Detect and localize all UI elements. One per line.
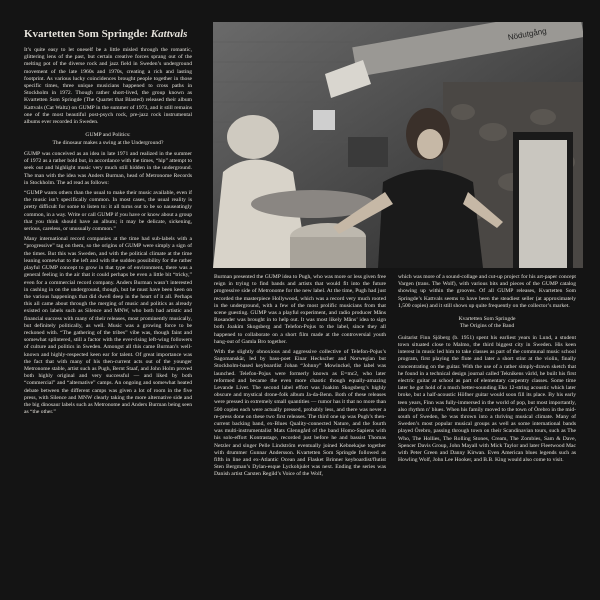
gump-paragraph: GUMP was conceived as an idea in late 1971 and realized in the summer of 1972 as a rather bold but, in accordance with the times, “hip” attempt to seek out and highlight music very much still hidden in the underground. The man with the idea was Anders Burman, head of Metronome Records in Stockholm. The ad read as follows: <box>24 151 192 186</box>
intro-paragraph: It’s quite easy to let oneself be a little misled through the romantic, glittering lens of the past, but certain creative forces sprang out of the melting pot of the diverse rock and jazz field in Sweden’s underground movement of the late 1960s and 1970s, creating a rich and lasting footprint. As various lucky coincidences brought people together in those specific times, three unique musicians happened to cross paths in Stockholm in 1972. Though rather short-lived, the group known as Kvartetten Som Springde (The Quartet that Blasted) released their album Kattvals (Cat Waltz) on GUMP in the summer of 1973, and it still remains one of the most beautiful post-psych rock, pre-jazz rock instrumental albums ever recorded in Sweden. <box>24 47 192 126</box>
section-title: GUMP and Politics: <box>85 132 131 139</box>
section-heading-gump <box>24 132 192 147</box>
column-1 <box>24 28 192 419</box>
label-releases-paragraph: With the slightly obnoxious and aggressive collective of Telefon-Pojus’s Sagomanskär, led by bass-poet Einar Heckscher and Norwegian but Stockholm-based keyboardist Johan “Johnny” Mowinckel, the label was launched. Telefon-Pojus were formerly known as E=mc2, who later reformed and became the even more chaotic though equally-amazing Levande Livet. The second label effort was Joakim Skogsberg’s highly obscure and mystical drone-folk album Ja-da-Benn. Both of these releases were pressed in extremely small quantities — rumor has it that no more than 500 copies each were actually pressed, probably less, and there was never a re-press done on these two first releases. The third one up was Pugh’s then-current backing band, ex-Blues Quality-connected Nature, and the fourth was multi-instrumentalist Mats Glenngård of the band Homo-Sapiens with his solo-effort Kontrastage, recorded just before he and bassist Thomas Netzler and singer Pelle Lindström eventually joined Kebnekajse together with drummer Gunnar Andersson. Kvartetten Som Springde followed as fifth in line and ex-Atlantic Ocean and Flasket Brinner keyboardist/flutist Sten Bergman’s Dylan-esque Lyckohjulet was next. Ending the series was Danish artist Carsten Regild’s Voice of the Wolf, <box>214 349 386 478</box>
section-subtitle: The dinosaur makes a swing at the Underground? <box>52 139 164 146</box>
section-title: Kvartetten Som Springde <box>458 316 516 323</box>
band-photo <box>213 22 583 268</box>
exit-sign-text: Nödutgång <box>507 26 548 43</box>
band-photo-illustration <box>213 22 583 268</box>
title-album: Kattvals <box>150 28 188 40</box>
section-subtitle: The Origins of the Band <box>459 323 515 330</box>
page-title <box>24 28 192 41</box>
voice-of-the-wolf-paragraph: which was more of a sound-collage and cut-up project for his art-paper concept Vargen (trans. The Wolf), with various bits and pieces of the GUMP catalog showing up within the grooves. Of all GUMP releases, Kvartetten Som Springde’s Kattvals seems to have been the steadiest seller (at approximately 1,500 copies) and it still shows up quite frequently on the collector’s market. <box>398 274 576 309</box>
finn-sjoberg-paragraph: Guitarist Finn Sjöberg (b. 1951) spent his earliest years in Lund, a student town situated close to Malmo, the third biggest city in Sweden. His keen interest in music led him to take classes as part of the communal music school program, first playing the flute and later a short stint at the violin, finally concentrating on the guitar. With the use of a rather simply-drawn sketch that he found in a technical design journal called Teknikens värld, he built his first electric guitar at school as part of elementary carpentry classes. Some time later he got hold of a much better-sounding Eko 12-string acoustic which later broke, but a half-acoustic Höfner guitar would soon fill its place. By his early teen years, Finn was fully-immersed in the world of pop, but most importantly, also rhythm n’ blues. When his family moved to the town of Örebro in the mid-south of Sweden, he was thrown into a thriving musical climate. Many of Sweden’s most popular musical groups as well as some international bands played Örebro, passing through town on their Scandinavian tours, such as The Who, The Hollies, The Rolling Stones, Cream, The Zombies, Sam & Dave, Spencer Davis Group, John Mayall with Mick Taylor and later Fleetwood Mac with Peter Green and Danny Kirwan. Even American blues legends such as Howling Wolf, John Lee Hooker, and B.B. King would also come to visit. <box>398 334 576 464</box>
column-3 <box>398 274 576 467</box>
labels-paragraph: Many international record companies at the time had sub-labels with a “progressive” tag on them, so the origins of GUMP were simply a sign of the times. But this was Sweden, and with the political climate at the time leaning somewhat to the left and with the sudden possibility for the rather playful GUMP concept to grow in that type of environment, there was a general feeling in the air that it could perhaps be even a little bit “tricky,” even for a commercial record company. Anders Burman wasn’t interested in cashing in on the underground, though, but he must have been keen on the various happenings that did dwell deep in the heart of it all. Perhaps this all came about through the merging of music and politics as already existed on labels such as Silence and MNW, who both had artistic and financial success with many of their releases, most prominently musically, but definitely politically, as well. Music was a growing force to be reckoned with. “The gathering of the tribes” vibe was, though faint and somewhat splintered, still a factor with the ever-rising left-wing followers of culture and politics in Sweden. Amongst all this came Burman’s well-known and highly-respected keen ear for talent. Of great importance was the fact that with many of his then-current acts out of the younger Metronome stable, artist such as Pugh, Bernt Staaf, and John Holm proved both highly original and very successful — and liked by both “commercial” and “alternative” camps. An ongoing and somewhat heated debate between the different camps was given a lot of room in the five press, with Silence and MNW clearly taking the more alternative side and the big dinosaur labels such as Metronome and Anders Burman being seen as “the other.” <box>24 236 192 416</box>
burman-pugh-paragraph: Burman presented the GUMP idea to Pugh, who was more or less given free reign in trying to find bands and artists that would fit into the future progressive side of Metronome for the new label. At the time, Pugh had just recorded the masterpiece Hollywood, which was a record very much rooted in the underground, with a few of the most prolific musicians from that scene guesting. GUMP was a playful experiment, and radio producer Måns Rosander was brought in to help out. It was most likely Måns’ idea to sign both Joakim Skogsberg and Telefon-Pojus to the label, since they all happened to collaborate on a short film made at the controversial youth hang-out of Gamla Bro together. <box>214 274 386 345</box>
title-band: Kvartetten Som Springde: <box>24 28 151 40</box>
section-heading-origins <box>398 316 576 331</box>
gump-ad-quote: “GUMP wants others than the usual to make their music available, even if the music isn’t specifically common. In most cases, the usual reality is pretty difficult for some to listen to: it all turns out to be so nauseatingly common, in a way. Write or call GUMP if you have or know about a group that you think should have an album; it may be delicate, sickening, serious, careless, or unusually common.” <box>24 190 192 233</box>
column-2 <box>214 274 386 482</box>
